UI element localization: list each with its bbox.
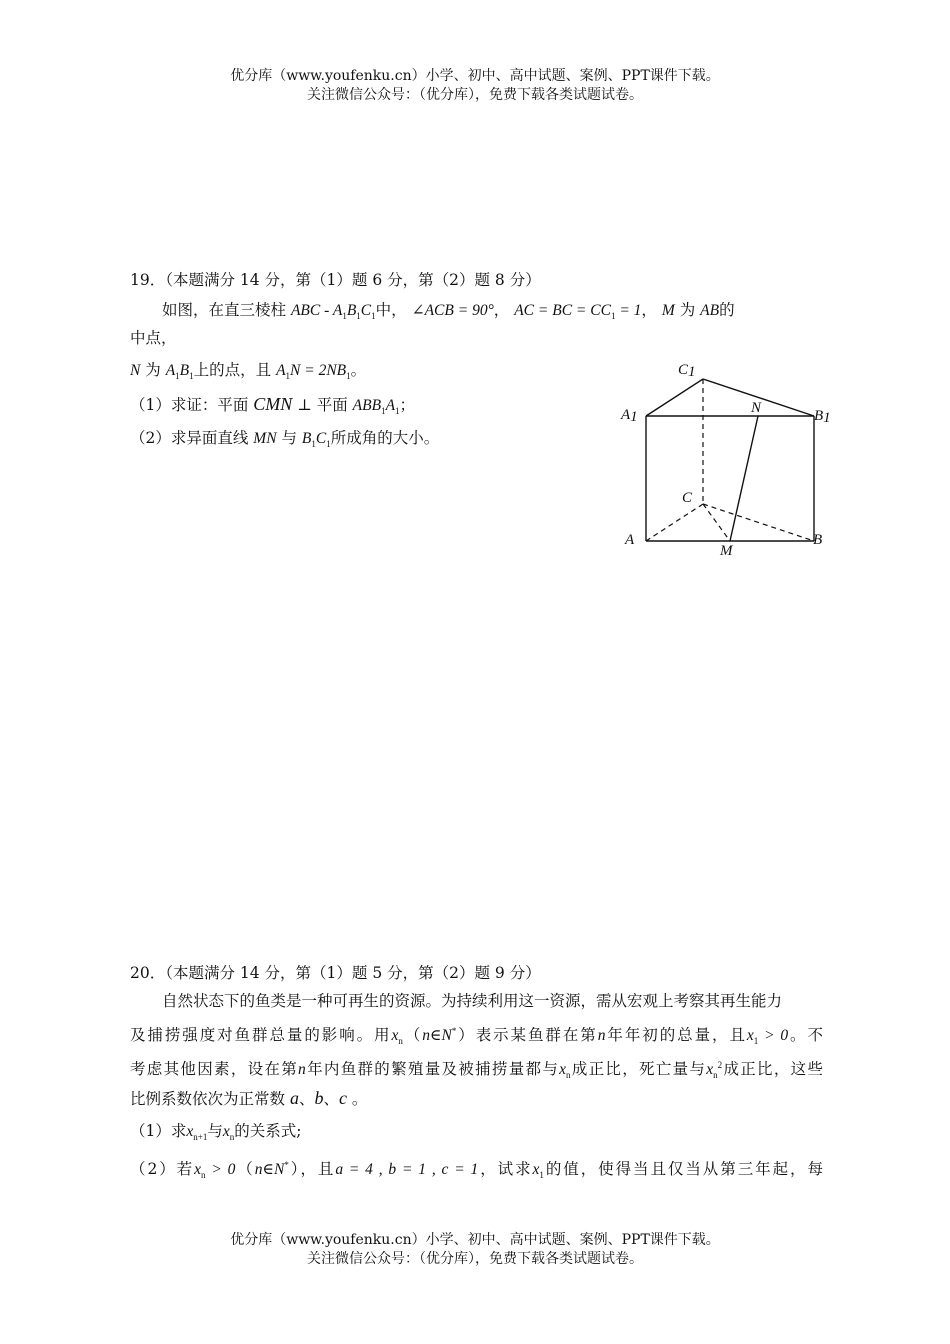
q20-line-4: [130, 1088, 367, 1109]
p2d: ，试求: [478, 1160, 533, 1179]
sub-n: n: [398, 1036, 403, 1047]
x: x: [559, 1061, 567, 1079]
a1n-tail: N = 2NB: [290, 362, 347, 379]
q20-score: （本题满分 14 分，第（1）题 5 分，第（2）题 9 分）: [165, 964, 541, 982]
perp-text: ⊥ 平面: [292, 396, 353, 414]
sub: 1: [189, 371, 194, 382]
l2d: 年年初的总量，且: [605, 1026, 747, 1045]
var-n: n: [298, 1061, 306, 1079]
l3a: 考虑其他因素，设在第: [130, 1060, 299, 1079]
prism-abc: ABC - A: [290, 302, 343, 319]
label-b: B: [813, 532, 823, 548]
page-header: [0, 67, 950, 105]
l3b: 年内鱼群的繁殖量及被捕捞量都与: [305, 1060, 560, 1079]
sub: 1: [342, 311, 347, 322]
plane-cmn: CMN: [253, 394, 293, 414]
q19-part2: [130, 428, 439, 454]
header-line-2: 关注微信公众号：（优分库），免费下载各类试题试卷。: [307, 87, 643, 103]
n-in-nstar: [422, 1027, 456, 1044]
p2-end: 所成角的大小。: [330, 429, 440, 447]
x: x: [746, 1027, 754, 1045]
p2e: 的值，使得当且仅当从第三年起，每: [543, 1160, 823, 1179]
text-yu: 与: [276, 429, 302, 447]
header-line-1: 优分库（www.youfenku.cn）小学、初中、高中试题、案例、PPT课件下载。: [230, 68, 720, 84]
sub: 1: [285, 371, 291, 382]
l4a: 比例系数依次为正常数: [130, 1090, 286, 1108]
label-a1: A1: [621, 407, 638, 425]
var-xn: [559, 1061, 571, 1081]
x: x: [532, 1161, 540, 1179]
star: *: [451, 1026, 457, 1036]
label-c: C: [682, 490, 693, 506]
p1a: （1）求: [130, 1122, 187, 1140]
edge-c-b-hidden: [703, 504, 814, 541]
q19-n-line: [130, 360, 366, 386]
var-n: N: [130, 362, 141, 379]
prism-name: [290, 302, 376, 322]
l2a: 及捕捞强度对鱼群总量的影响。用: [130, 1026, 392, 1045]
equal-edges: [514, 302, 642, 322]
sub-n: n: [713, 1070, 718, 1081]
sub-n: n: [229, 1132, 235, 1143]
footer-line-2: 关注微信公众号：（优分库），免费下载各类试题试卷。: [307, 1251, 643, 1267]
var-xn1: [186, 1123, 208, 1143]
dun: 、: [323, 1090, 339, 1108]
x: x: [706, 1061, 714, 1079]
q20-part2: [130, 1155, 823, 1185]
var-xn: [391, 1027, 403, 1047]
q19-zhong: 中，: [375, 301, 407, 319]
abb-a: A: [385, 397, 396, 414]
l4end: 。: [351, 1090, 368, 1108]
xn-gt-0: [194, 1161, 236, 1181]
x: x: [391, 1027, 399, 1045]
var-n: n: [597, 1027, 606, 1045]
q19-score: （本题满分 14 分，第（1）题 6 分，第（2）题 8 分）: [165, 271, 541, 289]
seg-a1b1: [165, 362, 194, 382]
q20-number: 20．: [130, 964, 166, 982]
l3c: 成正比，死亡量与: [570, 1060, 707, 1079]
sub: 1: [346, 371, 351, 382]
dun: 、: [298, 1090, 315, 1108]
segment-mn: [730, 416, 758, 541]
q19-intro-line: [162, 300, 735, 326]
text-de: 的: [719, 301, 735, 319]
sub-1: 1: [539, 1170, 544, 1181]
var-ab: AB: [700, 302, 720, 319]
sub: 1: [371, 311, 376, 322]
q20-part1: [130, 1121, 301, 1147]
p1-end: ；: [399, 396, 416, 414]
gt0: > 0: [758, 1027, 789, 1045]
l2c: ）表示某鱼群在第: [456, 1026, 598, 1045]
sub-np1: n+1: [193, 1132, 208, 1143]
b1c1-b: B: [301, 430, 312, 447]
q19-midpoint-line: 中点，: [130, 329, 177, 347]
x: x: [194, 1161, 202, 1179]
l3d: 成正比，这些: [722, 1060, 823, 1079]
sub-n: n: [201, 1170, 206, 1181]
p1c: 的关系式;: [234, 1122, 302, 1140]
const-c: c: [338, 1088, 347, 1108]
n-in-nstar: [255, 1161, 289, 1178]
paren: （: [235, 1160, 255, 1179]
eq-a1n: [276, 362, 351, 382]
q20-line-1: 自然状态下的鱼类是一种可再生的资源。为持续利用这一资源，需从宏观上考察其再生能力: [162, 992, 783, 1010]
const-a: a: [289, 1088, 299, 1108]
in-n: n∈N: [254, 1161, 285, 1179]
sub: 1: [326, 439, 331, 450]
page-footer: [0, 1231, 950, 1269]
sup-2: 2: [717, 1060, 723, 1070]
edge-a-c-hidden: [646, 504, 703, 541]
q19-intro-text: 如图，在直三棱柱: [162, 301, 287, 319]
sub-1: 1: [753, 1036, 759, 1047]
q19-title: [130, 270, 541, 290]
prism-b: B: [346, 302, 357, 319]
angle-acb: ∠ACB = 90°: [411, 302, 494, 319]
var-xn-squared: [706, 1060, 723, 1081]
sub: 1: [175, 371, 180, 382]
var-xn: [222, 1123, 235, 1143]
in-n: n∈N: [422, 1027, 452, 1045]
p1-pre: （1）求证：平面: [130, 396, 254, 414]
prism-c: C: [360, 302, 372, 319]
seg-a: A: [165, 362, 176, 379]
line-mn: MN: [253, 430, 277, 447]
sub: 1: [610, 311, 616, 322]
sub: 1: [395, 406, 400, 417]
q20-line-2: [130, 1021, 823, 1051]
p1b: 与: [207, 1122, 223, 1140]
seg-b: B: [179, 362, 190, 379]
var-x1: [532, 1161, 544, 1181]
b1c1-c: C: [315, 430, 327, 447]
x: x: [222, 1123, 230, 1140]
sub: 1: [381, 406, 386, 417]
var-m: M: [661, 302, 675, 319]
label-n: N: [751, 400, 762, 416]
period: 。: [350, 361, 367, 379]
paren: （: [402, 1026, 423, 1045]
a1n-a: A: [276, 362, 286, 379]
label-a: A: [625, 532, 635, 548]
label-c1: C1: [678, 362, 696, 380]
prism-figure: [600, 352, 840, 567]
q19-number: 19．: [130, 271, 166, 289]
p2a: （2）若: [130, 1160, 195, 1179]
q19-part1: [130, 394, 415, 421]
x1-gt-0: [746, 1027, 789, 1047]
abb: ABB: [352, 397, 382, 414]
edge-a1-c1: [646, 379, 703, 416]
sub: 1: [356, 311, 361, 322]
plane-abb1a1: [352, 397, 400, 417]
line-b1c1: [301, 430, 331, 450]
text-on-point: 上的点，且: [193, 361, 277, 379]
q20-title: [130, 963, 541, 983]
comma: ，: [641, 301, 657, 319]
label-m: M: [720, 543, 733, 559]
gt0: > 0: [205, 1161, 236, 1179]
text-wei: 为: [674, 301, 701, 319]
l2e: 。不: [788, 1026, 823, 1045]
x: x: [186, 1123, 194, 1140]
p2c: ），且: [288, 1160, 336, 1179]
segment-cm-hidden: [703, 504, 730, 541]
text-wei: 为: [140, 361, 166, 379]
p2-pre: （2）求异面直线: [130, 429, 254, 447]
const-b: b: [314, 1088, 324, 1108]
eq-tail: = 1: [615, 302, 642, 319]
sub: 1: [311, 439, 316, 450]
footer-line-1: 优分库（www.youfenku.cn）小学、初中、高中试题、案例、PPT课件下载。: [230, 1232, 720, 1248]
q20-line-3: [130, 1055, 823, 1085]
sub-n: n: [566, 1070, 571, 1081]
label-b1: B1: [814, 408, 831, 426]
abc-values: a = 4 , b = 1 , c = 1: [335, 1161, 479, 1179]
eq-ac: AC = BC = CC: [514, 302, 611, 319]
comma: ，: [493, 301, 510, 319]
star: *: [284, 1160, 289, 1170]
